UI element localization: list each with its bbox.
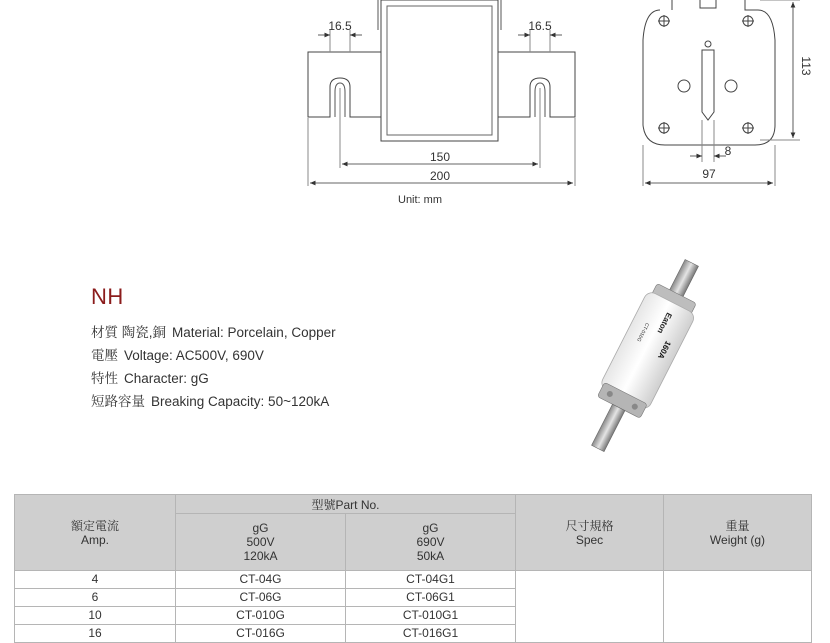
cell-part-500v: CT-016G [176, 625, 346, 643]
header-weight-zh: 重量 [725, 518, 750, 533]
header-amp-en: Amp. [80, 532, 109, 547]
spec-voltage-en: Voltage: AC500V, 690V [124, 348, 264, 363]
cell-amp: 6 [15, 589, 176, 607]
header-spec [516, 495, 664, 571]
spec-voltage [91, 344, 336, 367]
cell-part-690v: CT-04G1 [346, 571, 516, 589]
dim-height: 113 [799, 56, 813, 76]
dim-overall-length: 200 [429, 169, 451, 183]
cell-part-500v: CT-06G [176, 589, 346, 607]
spec-breaking-capacity [91, 390, 336, 413]
cell-weight [664, 571, 812, 643]
header-spec-en: Spec [575, 532, 604, 547]
cell-amp: 10 [15, 607, 176, 625]
spec-breaking-capacity-en: Breaking Capacity: 50~120kA [151, 394, 330, 409]
photo-model: CT-016G [635, 321, 650, 343]
photo-rating: 160A [655, 339, 673, 361]
cell-part-690v: CT-010G1 [346, 607, 516, 625]
dim-tab-right: 16.5 [528, 19, 552, 33]
spec-voltage-zh: 電壓 [91, 348, 118, 363]
header-weight [664, 495, 812, 571]
product-title: NH [91, 284, 124, 309]
cell-part-500v: CT-010G [176, 607, 346, 625]
header-spec-zh: 尺寸規格 [565, 518, 614, 533]
header-690v-capacity: 50kA [416, 549, 445, 563]
spec-character-en: Character: gG [124, 371, 209, 386]
dim-slot: 8 [724, 144, 732, 158]
side-view [643, 0, 800, 186]
header-part-no: 型號Part No. [176, 495, 516, 514]
spec-list [91, 321, 336, 413]
unit-label: Unit: mm [398, 194, 442, 206]
fuse-product-image [560, 258, 730, 458]
spec-character [91, 367, 336, 390]
header-500v-voltage: 500V [246, 535, 275, 549]
side-dimension-lines [645, 2, 793, 183]
cell-part-690v: CT-06G1 [346, 589, 516, 607]
header-weight-en: Weight (g) [709, 532, 766, 547]
photo-brand: Eaton [655, 311, 674, 335]
spec-breaking-capacity-zh: 短路容量 [91, 394, 145, 409]
header-690v [346, 514, 516, 571]
cell-part-500v: CT-04G [176, 571, 346, 589]
table-row [15, 571, 812, 589]
dim-tab-left: 16.5 [328, 19, 352, 33]
spec-material-en: Material: Porcelain, Copper [172, 325, 336, 340]
header-500v-capacity: 120kA [243, 549, 278, 563]
spec-character-zh: 特性 [91, 371, 118, 386]
cell-amp: 16 [15, 625, 176, 643]
header-690v-type: gG [422, 521, 439, 535]
header-500v [176, 514, 346, 571]
spec-material-zh: 材質 陶瓷,銅 [91, 325, 167, 340]
header-690v-voltage: 690V [416, 535, 445, 549]
header-amp-zh: 額定電流 [70, 518, 119, 533]
spec-table [14, 494, 812, 643]
cell-part-690v: CT-016G1 [346, 625, 516, 643]
dim-inner-length: 150 [429, 150, 451, 164]
cell-amp: 4 [15, 571, 176, 589]
header-500v-type: gG [252, 521, 269, 535]
header-amp [15, 495, 176, 571]
cell-spec [516, 571, 664, 643]
dim-width: 97 [702, 167, 716, 181]
spec-material [91, 321, 336, 344]
